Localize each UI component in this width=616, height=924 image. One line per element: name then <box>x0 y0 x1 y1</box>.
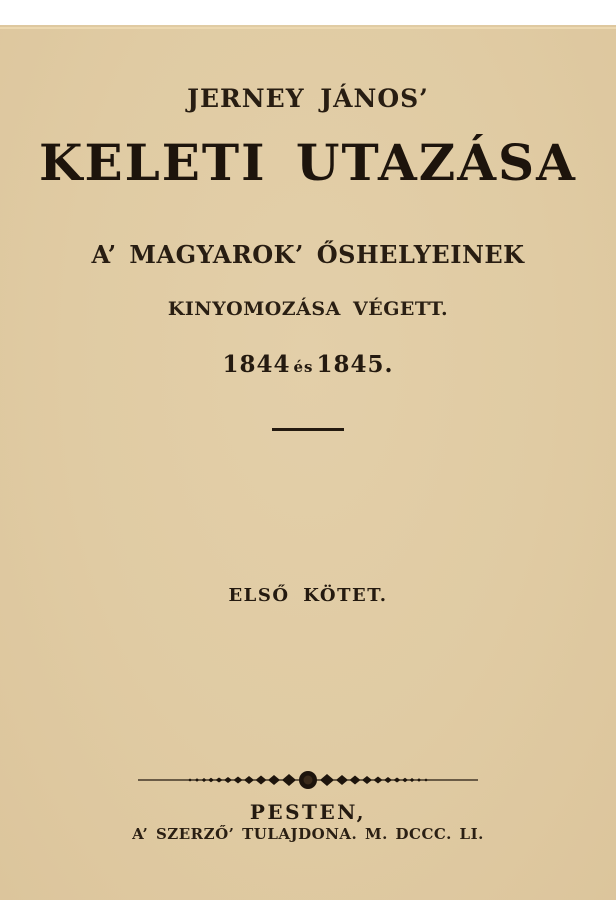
author-line: JERNEY JÁNOS’ <box>187 84 429 113</box>
date-year-first: 1844 <box>222 351 291 378</box>
imprint-publisher: A’ SZERZŐ’ TULAJDONA. M. DCCC. LI. <box>132 825 484 843</box>
ornament-divider <box>136 767 480 793</box>
imprint-city: PESTEN, <box>249 800 367 824</box>
book-title: KELETI UTAZÁSA <box>39 133 577 192</box>
date-line <box>0 351 616 378</box>
short-divider-rule <box>272 428 344 431</box>
book-title-page <box>0 25 616 900</box>
subtitle-line-1: A’ MAGYAROK’ ŐSHELYEINEK <box>91 240 525 269</box>
date-conjunction: és <box>293 358 314 376</box>
date-year-second: 1845. <box>316 351 394 378</box>
subtitle-line-2: KINYOMOZÁSA VÉGETT. <box>167 298 449 320</box>
volume-line: ELSŐ KÖTET. <box>228 585 388 606</box>
